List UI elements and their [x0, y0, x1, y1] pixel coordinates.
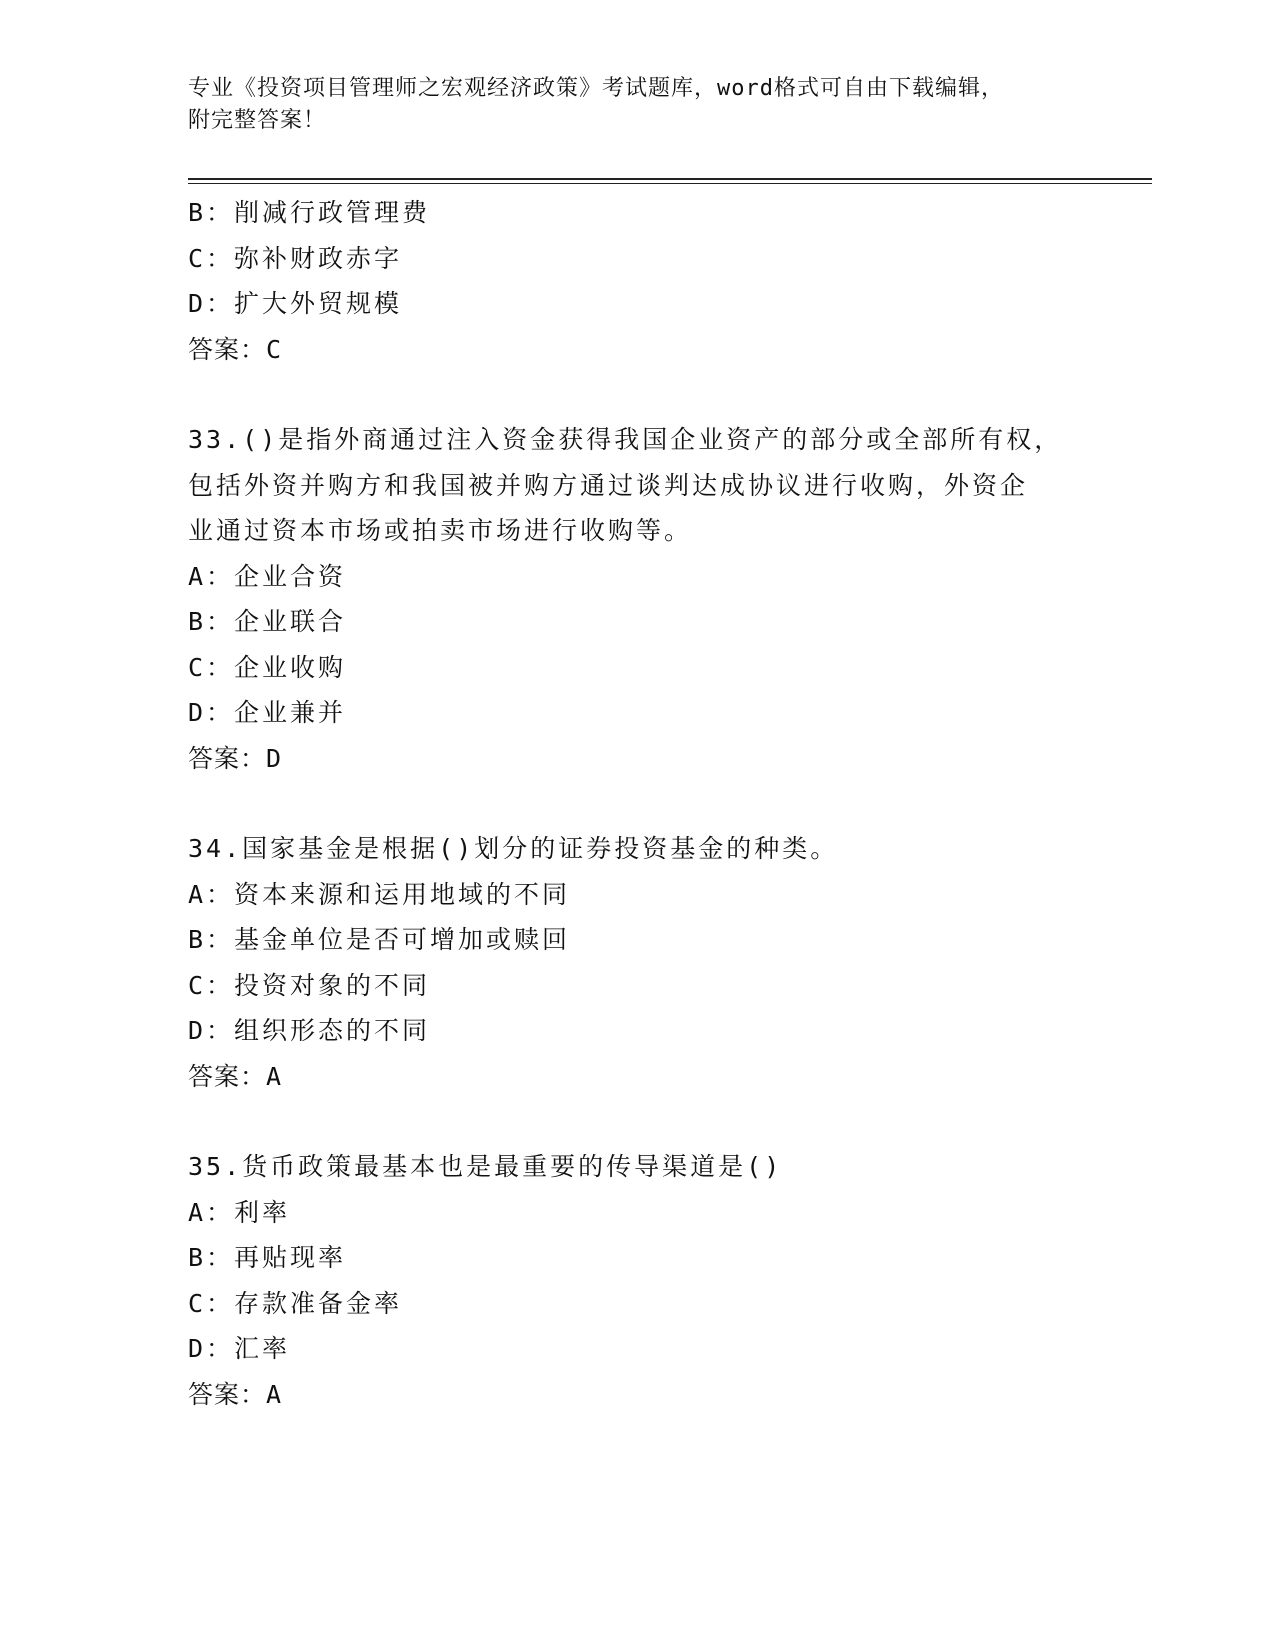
option-c: C：投资对象的不同 — [188, 970, 431, 1000]
option-a: A：资本来源和运用地域的不同 — [188, 879, 571, 909]
option-d: D：组织形态的不同 — [188, 1016, 431, 1045]
option-a: A：利率 — [188, 1197, 291, 1227]
header-line-2: 附完整答案！ — [188, 108, 327, 133]
option-c: C：存款准备金率 — [188, 1288, 403, 1318]
option-d: D：扩大外贸规模 — [188, 289, 403, 318]
option-d: D：汇率 — [188, 1334, 291, 1363]
option-b: B：企业联合 — [188, 607, 347, 636]
question-32-block — [188, 190, 1088, 372]
question-35-block — [188, 1144, 1088, 1417]
answer-line: 答案：D — [188, 743, 283, 773]
question-34-text: 34.国家基金是根据()划分的证券投资基金的种类。 — [188, 834, 839, 863]
question-33-block — [188, 417, 1088, 781]
option-b: B：再贴现率 — [188, 1243, 347, 1272]
option-b: B：削减行政管理费 — [188, 198, 431, 227]
answer-line: 答案：C — [188, 334, 283, 364]
option-b: B：基金单位是否可增加或赎回 — [188, 925, 571, 954]
document-header — [188, 73, 1068, 137]
question-content — [188, 190, 1088, 1417]
option-a: A：企业合资 — [188, 561, 347, 591]
question-35-text: 35.货币政策最基本也是最重要的传导渠道是() — [188, 1152, 783, 1181]
answer-line: 答案：A — [188, 1379, 283, 1409]
option-c: C：企业收购 — [188, 652, 347, 682]
header-line-1: 专业《投资项目管理师之宏观经济政策》考试题库，word格式可自由下载编辑， — [188, 76, 1004, 101]
header-divider-bottom — [188, 183, 1152, 184]
question-33-text-line-3: 业通过资本市场或拍卖市场进行收购等。 — [188, 516, 693, 545]
question-34-block — [188, 826, 1088, 1099]
header-divider-top — [188, 178, 1152, 180]
answer-line: 答案：A — [188, 1061, 283, 1091]
option-d: D：企业兼并 — [188, 698, 347, 727]
question-33-text-line-2: 包括外资并购方和我国被并购方通过谈判达成协议进行收购，外资企 — [188, 470, 1029, 500]
option-c: C：弥补财政赤字 — [188, 243, 403, 273]
question-33-text-line-1: 33.()是指外商通过注入资金获得我国企业资产的部分或全部所有权， — [188, 425, 1063, 454]
